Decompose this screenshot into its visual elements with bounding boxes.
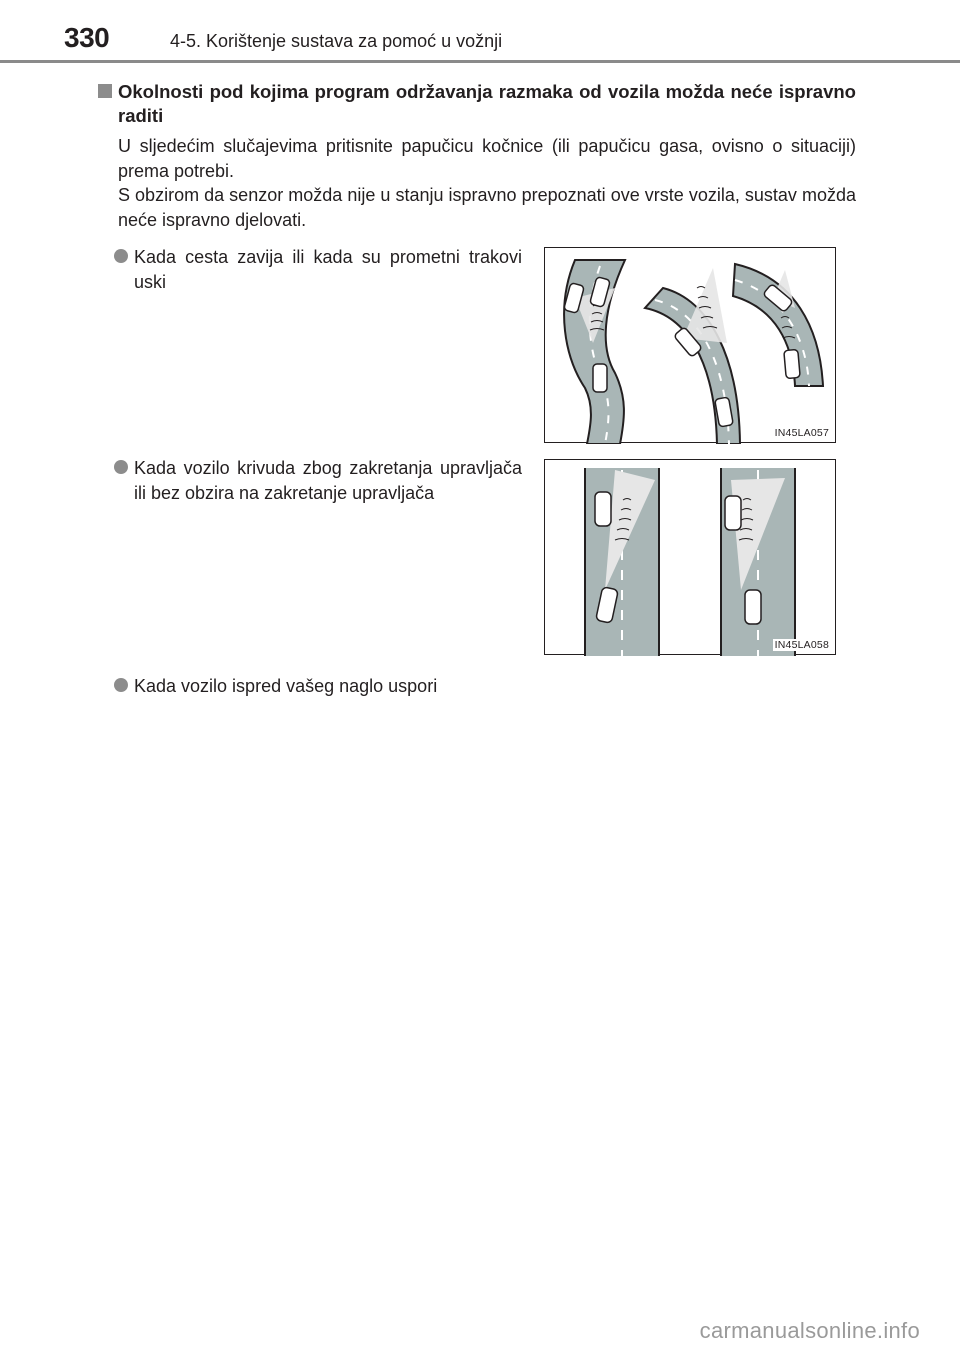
curved-roads-illustration	[545, 248, 837, 444]
paragraph: U sljedećim slučajevima pritisnite papučicu kočnice (ili papučicu gasa, ovisno o situaciji) prema potrebi.	[118, 136, 856, 181]
page-header	[0, 0, 960, 62]
bullet-text: Kada cesta zavija ili kada su prometni trakovi uski	[134, 247, 522, 292]
bullet-item	[114, 245, 522, 294]
bullet-item	[114, 456, 522, 505]
bullet-item	[114, 674, 614, 699]
round-bullet-icon	[114, 249, 128, 263]
bullet-text: Kada vozilo ispred vašeg naglo uspori	[134, 676, 438, 696]
header-rule	[0, 60, 960, 63]
round-bullet-icon	[114, 460, 128, 474]
figure-code: IN45LA057	[774, 427, 829, 439]
figure-curved-roads	[544, 247, 836, 443]
body-paragraphs	[118, 134, 856, 232]
figure-code: IN45LA058	[774, 639, 829, 651]
section-heading: Okolnosti pod kojima program održavanja razmaka od vozila možda neće ispravno raditi	[118, 81, 856, 126]
bullet-text: Kada vozilo krivuda zbog zakretanja upravljača ili bez obzira na zakretanje upravljača	[134, 458, 522, 503]
chapter-title: 4-5. Korištenje sustava za pomoć u vožnji	[170, 31, 503, 51]
paragraph: S obzirom da senzor možda nije u stanju ispravno prepoznati ove vrste vozila, sustav možda neće ispravno djelovati.	[118, 185, 856, 230]
square-bullet-icon	[98, 84, 112, 98]
figure-straight-roads	[544, 459, 836, 655]
watermark: carmanualsonline.info	[699, 1318, 920, 1343]
round-bullet-icon	[114, 678, 128, 692]
page-number: 330	[64, 22, 110, 53]
straight-roads-illustration	[545, 460, 837, 656]
